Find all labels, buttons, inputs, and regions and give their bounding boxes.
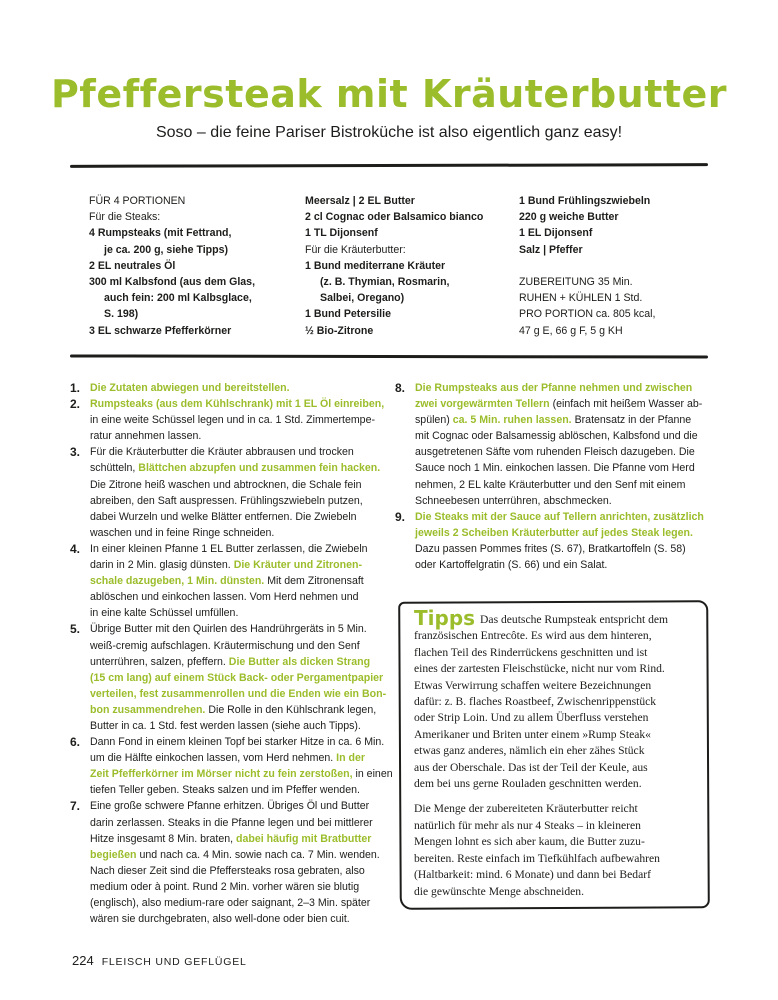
step-line xyxy=(90,573,393,589)
ingredient-line: (z. B. Thymian, Rosmarin, xyxy=(320,276,450,289)
step-highlight: Blättchen abzupfen und zusammen fein hacken. xyxy=(138,462,381,475)
ingredient-line: 4 Rumpsteaks (mit Fettrand, xyxy=(89,227,232,240)
ingredient-line: Für die Steaks: xyxy=(89,211,161,224)
step-line xyxy=(90,718,393,734)
step-highlight: begießen xyxy=(90,848,137,861)
step-highlight: schale dazugeben, 1 Min. dünsten. xyxy=(90,575,265,588)
ingredients-column-3 xyxy=(519,193,655,339)
ingredient-line: Salz | Pfeffer xyxy=(519,243,583,256)
step-highlight: Die Rumpsteaks aus der Pfanne nehmen und zwischen xyxy=(415,382,693,394)
tips-line: aus der Oberschale. Das ist der Teil der Keule, aus xyxy=(414,760,648,774)
step-highlight: Die Steaks mit der Sauce auf Tellern anrichten, zusätzlich xyxy=(415,510,704,523)
ingredient-line: je ca. 200 g, siehe Tipps) xyxy=(104,243,229,256)
step-line xyxy=(90,895,393,911)
step-text: Eine große schwere Pfanne erhitzen. Übriges Öl und Butter xyxy=(90,800,370,813)
step-number: 5. xyxy=(70,622,81,637)
ingredient-line: 1 EL Dijonsenf xyxy=(519,227,593,240)
steps-column-left xyxy=(70,380,393,927)
step-item xyxy=(395,509,704,573)
step-line xyxy=(415,428,704,444)
ingredient-line: Für die Kräuterbutter: xyxy=(305,243,406,256)
step-text: (einfach mit heißem Wasser ab- xyxy=(549,398,703,411)
ingredient-line: 1 TL Dijonsenf xyxy=(305,227,378,240)
step-line xyxy=(415,460,704,476)
step-text: Die Zitrone heiß waschen und abtrocknen, die Schale fein xyxy=(90,478,362,491)
step-number: 4. xyxy=(70,541,81,556)
step-line xyxy=(90,911,393,927)
ingredient-line: 47 g E, 66 g F, 5 g KH xyxy=(519,324,623,337)
step-text: Sauce noch 1 Min. einkochen lassen. Die Pfanne vom Herd xyxy=(415,462,695,475)
tips-line: dem bei uns gerne Rouladen geschnitten werden. xyxy=(414,777,642,791)
step-text: in eine weite Schüssel legen und in ca. 1 Std. Zimmertempe- xyxy=(90,414,375,427)
tips-line: (Haltbarkeit: mind. 6 Monate) und dann bei Bedarf xyxy=(414,868,651,882)
step-item xyxy=(395,380,704,509)
steps-column-right xyxy=(395,380,704,573)
step-highlight: verteilen, fest zusammenrollen und die Enden wie ein Bon- xyxy=(90,687,387,700)
step-line xyxy=(90,638,393,654)
ingredient-line: 2 cl Cognac oder Balsamico bianco xyxy=(305,211,484,224)
ingredient-line: Meersalz | 2 EL Butter xyxy=(305,195,415,207)
ingredient-line: 1 Bund Frühlingszwiebeln xyxy=(519,195,651,207)
page-footer xyxy=(72,953,247,968)
step-highlight: dabei häufig mit Bratbutter xyxy=(236,832,372,845)
step-highlight: jeweils 2 Scheiben Kräuterbutter auf jedes Steak legen. xyxy=(415,526,693,539)
step-line xyxy=(90,460,393,476)
step-text: oder Kartoffelgratin (S. 66) und ein Salat. xyxy=(415,559,608,572)
step-line xyxy=(415,477,704,493)
step-text: tiefen Teller geben. Steaks salzen und im Pfeffer wenden. xyxy=(90,784,360,797)
step-text: Schneebesen unterrühren, abschmecken. xyxy=(415,494,612,507)
step-line xyxy=(90,396,393,412)
step-line xyxy=(90,863,393,879)
ingredient-line: Salbei, Oregano) xyxy=(320,292,405,305)
ingredient-line: auch fein: 200 ml Kalbsglace, xyxy=(104,292,252,305)
bottom-divider xyxy=(70,354,708,358)
step-number: 6. xyxy=(70,735,81,750)
step-line xyxy=(90,621,393,637)
step-highlight: ca. 5 Min. ruhen lassen. xyxy=(452,414,572,427)
step-text: Für die Kräuterbutter die Kräuter abbrausen und trocken xyxy=(90,446,354,459)
step-text: wären sie durchgebraten, also well-done oder bien cuit. xyxy=(90,913,350,926)
step-line xyxy=(415,444,704,460)
step-highlight: Die Zutaten abwiegen und bereitstellen. xyxy=(90,382,290,394)
step-highlight: Die Kräuter und Zitronen- xyxy=(233,559,363,572)
step-line xyxy=(90,380,393,396)
ingredient-line: 2 EL neutrales Öl xyxy=(89,259,176,272)
step-text: ratur annehmen lassen. xyxy=(90,430,202,443)
step-line xyxy=(90,589,393,605)
ingredient-line: ½ Bio-Zitrone xyxy=(305,324,374,337)
step-text: darin zerlassen. Steaks in die Pfanne legen und bei mittlerer xyxy=(90,816,373,829)
ingredients-column-2 xyxy=(305,193,483,339)
step-line xyxy=(90,879,393,895)
top-divider xyxy=(70,163,708,168)
tips-heading: Tipps xyxy=(414,606,476,630)
step-line xyxy=(90,750,393,766)
ingredient-spacer xyxy=(519,258,655,274)
step-line xyxy=(415,525,704,541)
step-line xyxy=(90,654,393,670)
tips-line: die gewünschte Menge abschneiden. xyxy=(414,884,584,898)
tips-paragraph-1 xyxy=(414,628,704,792)
step-text: dabei Wurzeln und welke Blätter entfernen. Die Zwiebeln xyxy=(90,510,357,523)
tips-first-line: Das deutsche Rumpsteak entspricht dem xyxy=(480,613,669,626)
step-line xyxy=(415,412,704,428)
step-text: Die Rolle in den Kühlschrank legen, xyxy=(205,703,377,716)
step-line xyxy=(415,493,704,509)
step-highlight: Die Butter als dicken Strang xyxy=(228,655,371,668)
step-item xyxy=(70,444,393,541)
step-text: schütteln, xyxy=(90,462,139,475)
ingredient-line: 300 ml Kalbsfond (aus dem Glas, xyxy=(89,276,256,289)
step-line xyxy=(415,396,704,412)
step-line xyxy=(415,557,704,573)
step-item xyxy=(70,621,393,734)
step-text: weiß-cremig aufschlagen. Kräutermischung und den Senf xyxy=(90,639,360,652)
page-number: 224 xyxy=(72,953,94,968)
tips-line: Mengen lohnt es sich aber kaum, die Butter zuzu- xyxy=(414,835,645,849)
tips-line: eines der zartesten Fleischstücke, nicht nur vom Rind. xyxy=(414,662,665,676)
step-text: Bratensatz in der Pfanne xyxy=(571,414,692,427)
step-line xyxy=(90,815,393,831)
step-number: 9. xyxy=(395,509,406,524)
step-text: um die Hälfte einkochen lassen, vom Herd nehmen. xyxy=(90,752,337,765)
step-text: Butter in ca. 1 Std. fest werden lassen (siehe auch Tipps). xyxy=(90,719,361,732)
ingredient-line: ZUBEREITUNG 35 Min. xyxy=(519,276,633,288)
step-highlight: (15 cm lang) auf einem Stück Back- oder Pergamentpapier xyxy=(90,671,384,684)
step-line xyxy=(90,412,393,428)
step-line xyxy=(90,734,393,750)
step-line xyxy=(90,702,393,718)
step-line xyxy=(90,541,393,557)
step-line xyxy=(90,477,393,493)
step-text: ausgetretenen Säfte vom ruhenden Fleisch dazugeben. Die xyxy=(415,446,695,459)
tips-paragraph-2 xyxy=(414,801,704,899)
tips-line: bereiten. Reste einfach im Tiefkühlfach aufbewahren xyxy=(414,851,660,865)
step-text: ablöschen und einkochen lassen. Vom Herd nehmen und xyxy=(90,591,359,604)
step-item xyxy=(70,798,393,927)
step-number: 7. xyxy=(70,799,81,814)
step-text: spülen) xyxy=(415,414,453,427)
step-item xyxy=(70,734,393,798)
step-text: Nach dieser Zeit sind die Pfeffersteaks rosa gebraten, also xyxy=(90,864,365,877)
ingredient-line: 220 g weiche Butter xyxy=(519,211,619,224)
tips-line: flachen Teil des Rinderrückens geschnitten und ist xyxy=(414,645,648,659)
step-line xyxy=(90,509,393,525)
tips-line: etwas ganz anderes, nämlich ein eher zähes Stück xyxy=(414,744,645,758)
step-text: in eine kalte Schüssel umfüllen. xyxy=(90,607,239,620)
step-line xyxy=(90,557,393,573)
step-line xyxy=(90,831,393,847)
step-line xyxy=(90,782,393,798)
step-highlight: Zeit Pfefferkörner im Mörser nicht zu fein zerstoßen, xyxy=(90,768,353,781)
step-text: (englisch), also medium-rare oder saignant, 2–3 Min. später xyxy=(90,897,371,909)
step-text: mit Cognac oder Balsamessig ablöschen, Kalbsfond und die xyxy=(415,430,698,443)
tips-line: oder Strip Loin. Und zu allem Überfluss verstehen xyxy=(414,711,649,725)
step-line xyxy=(90,847,393,863)
step-number: 8. xyxy=(395,381,406,395)
step-text: Hitze insgesamt 8 Min. braten, xyxy=(90,832,237,845)
step-text: Dazu passen Pommes frites (S. 67), Bratkartoffeln (S. 58) xyxy=(415,542,686,555)
step-item xyxy=(70,396,393,444)
tips-line: Etwas Verwirrung schaffen weitere Bezeichnungen xyxy=(414,678,652,692)
step-text: Dann Fond in einem kleinen Topf bei starker Hitze in ca. 6 Min. xyxy=(90,736,385,749)
step-line xyxy=(90,605,393,621)
step-text: in einen xyxy=(352,768,393,781)
step-text: abreiben, den Saft auspressen. Frühlingszwiebeln putzen, xyxy=(90,494,363,507)
step-line xyxy=(90,798,393,814)
tips-line: Die Menge der zubereiteten Kräuterbutter reicht xyxy=(414,802,638,816)
step-item xyxy=(70,541,393,621)
step-highlight: In der xyxy=(336,752,365,765)
step-line xyxy=(90,493,393,509)
step-highlight: bon zusammendrehen. xyxy=(90,703,206,716)
step-line xyxy=(90,670,393,686)
step-line xyxy=(415,541,704,557)
step-line xyxy=(415,509,704,525)
tips-line: dafür: z. B. flaches Roastbeef, Zwischenrippenstück xyxy=(414,695,657,709)
tips-line: natürlich für mehr als nur 4 Steaks – in kleineren xyxy=(414,818,641,832)
tips-line: Amerikaner und Briten unter einem »Rump Steak« xyxy=(414,727,651,741)
step-item xyxy=(70,380,393,396)
ingredient-line: PRO PORTION ca. 805 kcal, xyxy=(519,308,656,321)
step-text: nehmen, 2 EL kalte Kräuterbutter und den Senf mit einem xyxy=(415,478,686,491)
step-line xyxy=(415,380,704,396)
tips-text xyxy=(414,606,704,900)
step-line xyxy=(90,525,393,541)
step-line xyxy=(90,428,393,444)
ingredient-line: FÜR 4 PORTIONEN xyxy=(89,195,186,207)
step-number: 3. xyxy=(70,445,81,460)
step-number: 2. xyxy=(70,397,81,412)
step-text: Mit dem Zitronensaft xyxy=(264,575,364,588)
step-line xyxy=(90,444,393,460)
step-text: unterrühren, salzen, pfeffern. xyxy=(90,655,229,668)
step-text: medium oder à point. Rund 2 Min. vorher wären sie blutig xyxy=(90,880,360,893)
section-name: FLEISCH UND GEFLÜGEL xyxy=(101,956,247,968)
page-subtitle: Soso – die feine Pariser Bistroküche ist also eigentlich ganz easy! xyxy=(155,124,623,141)
ingredient-line: S. 198) xyxy=(104,308,139,321)
step-number: 1. xyxy=(70,381,81,395)
page-title: Pfeffersteak mit Kräuterbutter xyxy=(50,72,728,116)
step-highlight: zwei vorgewärmten Tellern xyxy=(415,398,550,411)
ingredients-column-1 xyxy=(89,193,255,339)
step-text: waschen und in feine Ringe schneiden. xyxy=(90,526,275,539)
ingredient-line: 1 Bund mediterrane Kräuter xyxy=(305,259,446,272)
step-line xyxy=(90,766,393,782)
step-line xyxy=(90,686,393,702)
step-text: In einer kleinen Pfanne 1 EL Butter zerlassen, die Zwiebeln xyxy=(90,542,368,555)
step-highlight: Rumpsteaks (aus dem Kühlschrank) mit 1 EL Öl einreiben, xyxy=(90,398,385,411)
ingredient-line: 3 EL schwarze Pfefferkörner xyxy=(89,324,232,337)
step-text: und nach ca. 4 Min. sowie nach ca. 7 Min. wenden. xyxy=(136,848,380,861)
ingredient-line: 1 Bund Petersilie xyxy=(305,308,391,321)
step-text: Übrige Butter mit den Quirlen des Handrührgeräts in 5 Min. xyxy=(90,623,367,636)
step-text: darin in 2 Min. glasig dünsten. xyxy=(90,559,234,572)
ingredient-line: RUHEN + KÜHLEN 1 Std. xyxy=(519,292,643,305)
tips-line: französischen Entrecôte. Es wird aus dem hinteren, xyxy=(414,629,652,643)
